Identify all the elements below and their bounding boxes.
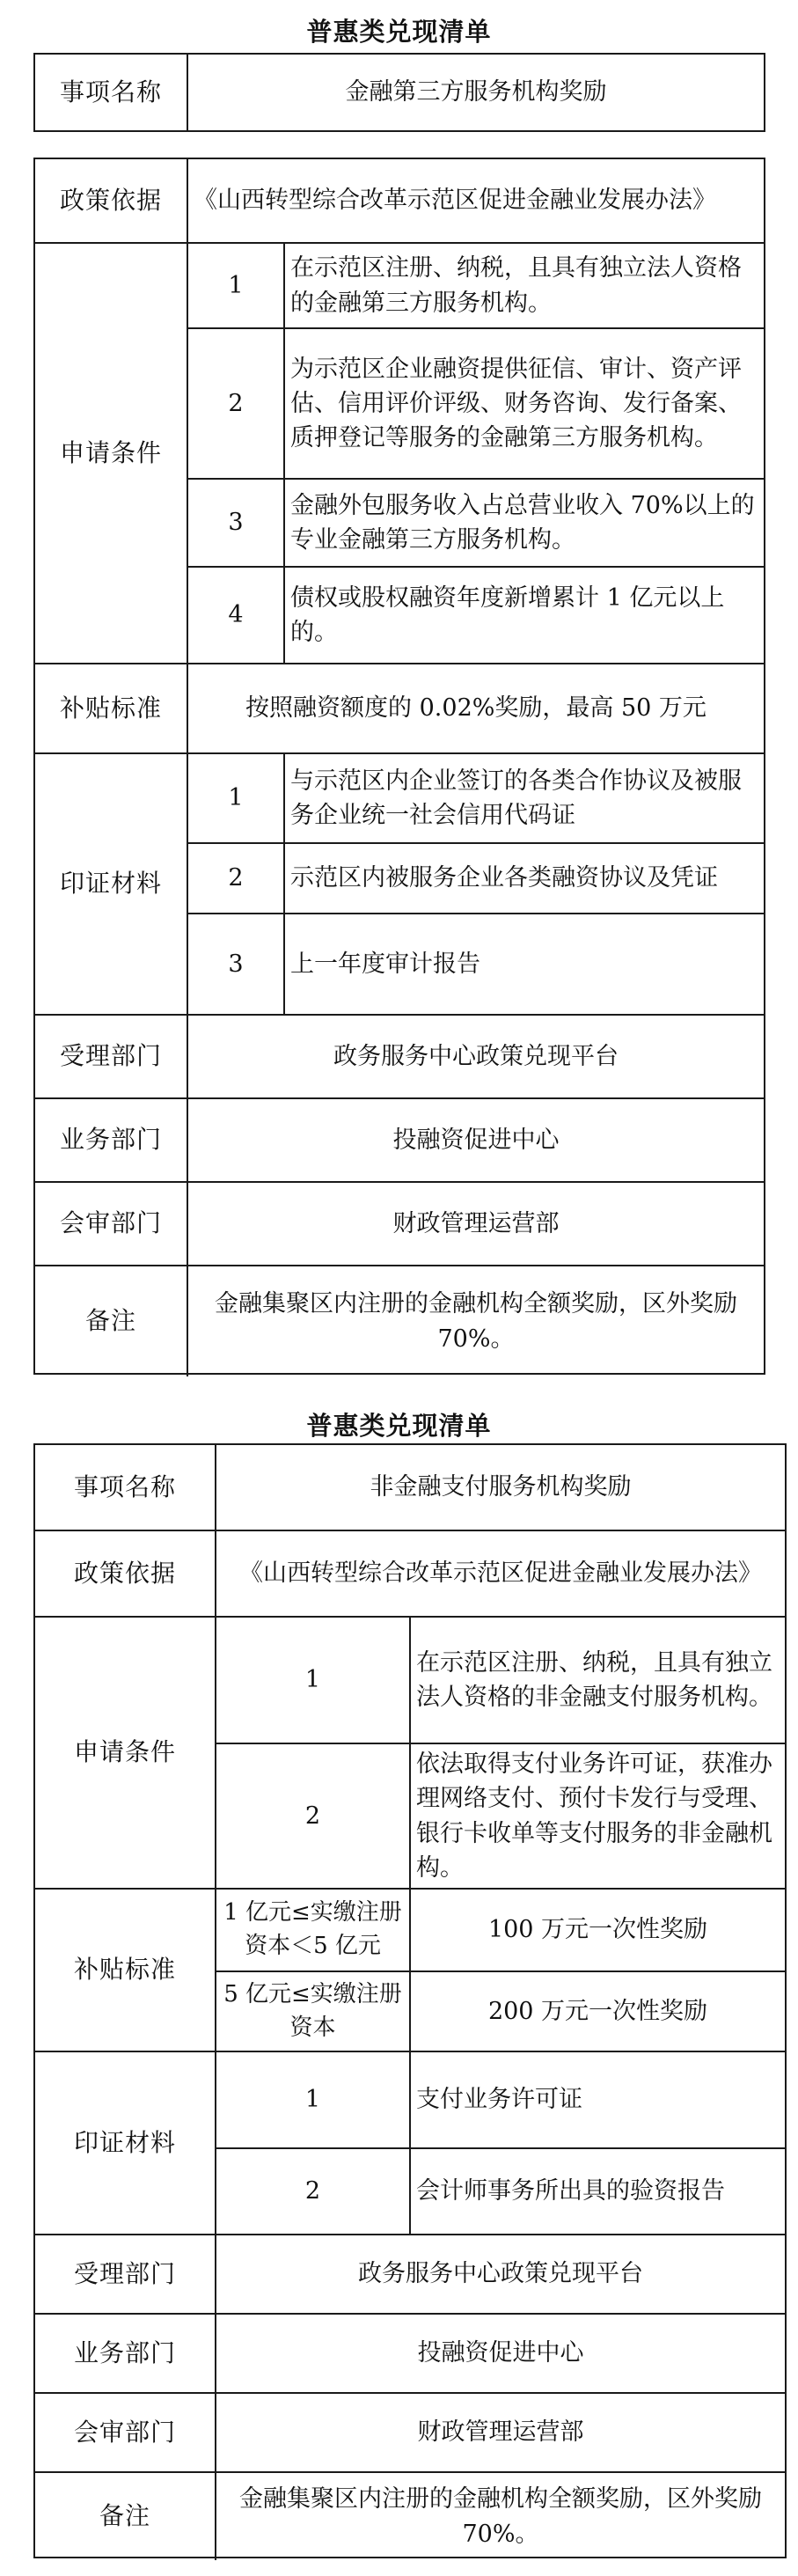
review-dept-value: 财政管理运营部	[216, 2394, 785, 2473]
condition-number: 3	[188, 480, 285, 568]
material-text: 会计师事务所出具的验资报告	[411, 2149, 785, 2235]
conditions-label: 申请条件	[35, 244, 188, 664]
material-number: 2	[216, 2149, 411, 2235]
subsidy-tier-range: 1 亿元≤实缴注册资本＜5 亿元	[216, 1890, 411, 1972]
condition-text: 在示范区注册、纳税，且具有独立法人资格的金融第三方服务机构。	[285, 244, 764, 329]
sheet-title: 普惠类兑现清单	[306, 17, 492, 47]
accept-dept-label: 受理部门	[35, 1016, 188, 1099]
material-text: 支付业务许可证	[411, 2052, 785, 2149]
condition-number: 4	[188, 568, 285, 664]
policy-table	[33, 1443, 787, 2558]
item-name-label: 事项名称	[35, 55, 188, 130]
condition-number: 2	[188, 329, 285, 480]
policy-label: 政策依据	[35, 1531, 216, 1618]
subsidy-label: 补贴标准	[35, 1890, 216, 2052]
remark-label: 备注	[35, 2473, 216, 2560]
conditions-label: 申请条件	[35, 1618, 216, 1890]
policy-value: 《山西转型综合改革示范区促进金融业发展办法》	[188, 159, 764, 244]
material-text: 示范区内被服务企业各类融资协议及凭证	[285, 844, 764, 914]
condition-text: 依法取得支付业务许可证，获准办理网络支付、预付卡发行与受理、银行卡收单等支付服务的非金融机构。	[411, 1744, 785, 1890]
material-number: 2	[188, 844, 285, 914]
remark-value: 金融集聚区内注册的金融机构全额奖励，区外奖励 70%。	[239, 2485, 762, 2548]
material-text: 与示范区内企业签订的各类合作协议及被服务企业统一社会信用代码证	[285, 754, 764, 844]
review-dept-value: 财政管理运营部	[188, 1183, 764, 1266]
subsidy-tier-reward: 200 万元一次性奖励	[411, 1972, 785, 2052]
remark-value: 金融集聚区内注册的金融机构全额奖励，区外奖励 70%。	[215, 1290, 737, 1353]
remark-label: 备注	[35, 1266, 188, 1376]
policy-value: 《山西转型综合改革示范区促进金融业发展办法》	[216, 1531, 785, 1618]
condition-text: 债权或股权融资年度新增累计 1 亿元以上的。	[285, 568, 764, 664]
accept-dept-value: 政务服务中心政策兑现平台	[188, 1016, 764, 1099]
item-name-table	[33, 53, 765, 132]
business-dept-value: 投融资促进中心	[188, 1099, 764, 1183]
subsidy-tier-range: 5 亿元≤实缴注册资本	[216, 1972, 411, 2052]
condition-text: 在示范区注册、纳税，且具有独立法人资格的非金融支付服务机构。	[411, 1618, 785, 1744]
sheet-title: 普惠类兑现清单	[306, 1411, 492, 1441]
material-number: 1	[216, 2052, 411, 2149]
policy-label: 政策依据	[35, 159, 188, 244]
accept-dept-label: 受理部门	[35, 2235, 216, 2315]
business-dept-value: 投融资促进中心	[216, 2315, 785, 2394]
materials-label: 印证材料	[35, 2052, 216, 2235]
item-name-label: 事项名称	[35, 1445, 216, 1531]
item-name-value: 非金融支付服务机构奖励	[216, 1445, 785, 1531]
subsidy-tier-reward: 100 万元一次性奖励	[411, 1890, 785, 1972]
business-dept-label: 业务部门	[35, 1099, 188, 1183]
condition-text: 金融外包服务收入占总营业收入 70%以上的专业金融第三方服务机构。	[285, 480, 764, 568]
material-number: 1	[188, 754, 285, 844]
material-number: 3	[188, 914, 285, 1016]
condition-text: 为示范区企业融资提供征信、审计、资产评估、信用评价评级、财务咨询、发行备案、质押登记等服务的金融第三方服务机构。	[285, 329, 764, 480]
subsidy-label: 补贴标准	[35, 664, 188, 754]
review-dept-label: 会审部门	[35, 2394, 216, 2473]
item-name-value: 金融第三方服务机构奖励	[345, 78, 607, 106]
policy-table	[33, 158, 765, 1375]
accept-dept-value: 政务服务中心政策兑现平台	[216, 2235, 785, 2315]
condition-number: 1	[188, 244, 285, 329]
condition-number: 1	[216, 1618, 411, 1744]
business-dept-label: 业务部门	[35, 2315, 216, 2394]
subsidy-value: 按照融资额度的 0.02%奖励，最高 50 万元	[188, 664, 764, 754]
materials-label: 印证材料	[35, 754, 188, 1016]
condition-number: 2	[216, 1744, 411, 1890]
material-text: 上一年度审计报告	[285, 914, 764, 1016]
review-dept-label: 会审部门	[35, 1183, 188, 1266]
